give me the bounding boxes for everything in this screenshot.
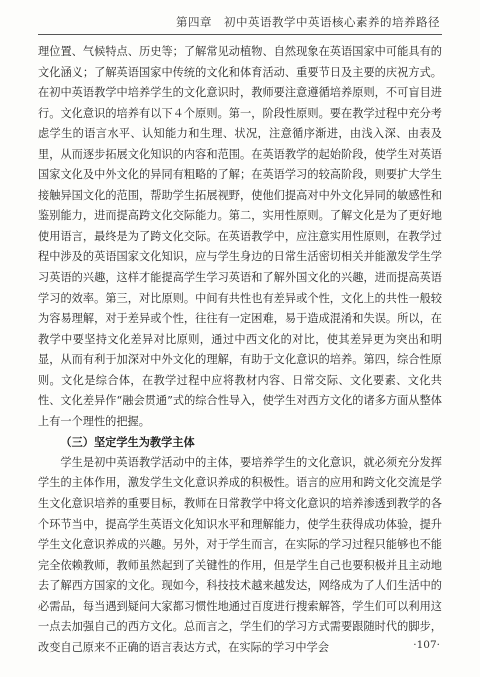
page-number: ·107· (413, 639, 440, 651)
header-rule (38, 34, 442, 35)
body-text (38, 42, 442, 658)
running-head: 第四章 初中英语教学中英语核心素养的培养路径 (176, 15, 440, 29)
paragraph-continued: 理位置、气候特点、历史等；了解常见动植物、自然现象在英语国家中可能具有的文化涵义；了解英语国家中传统的文化和体育活动、重要节日及主要的庆祝方式。在初中英语教学中培养学生的文化意识时，教师要注意遵循培养原则，不可盲目进行。文化意识的培养有以下４个原则。第一，阶段性原则。要在教学过程中充分考虑学生的语言水平、认知能力和生理、状况，注意循序渐进，由浅入深、由表及里，从而逐步拓展文化知识的内容和范围。在英语教学的起始阶段，使学生对英语国家文化及中外文化的异同有粗略的了解；在英语学习的较高阶段，则要扩大学生接触异国文化的范围，帮助学生拓展视野，使他们提高对中外文化异同的敏感性和鉴别能力，进而提高跨文化交际能力。第二，实用性原则。了解文化是为了更好地使用语言，最终是为了跨文化交际。在英语教学中，应注意实用性原则，在教学过程中涉及的英语国家文化知识，应与学生身边的日常生活密切相关并能激发学生学习英语的兴趣，这样才能提高学生学习英语和了解外国文化的兴趣，进而提高英语学习的效率。第三，对比原则。中间有共性也有差异或个性，文化上的共性一般较为容易理解，对于差异或个性，往往有一定困难，易于造成混淆和失误。所以，在教学中要坚持文化差异对比原则，通过中西文化的对比，使其差异更为突出和明显，从而有利于加深对中外文化的理解，有助于文化意识的培养。第四，综合性原则。文化是综合体，在教学过程中应将教材内容、日常交际、文化要素、文化共性、文化差异作“融会贯通”式的综合性导入，使学生对西方文化的诸多方面从整体上有一个理性的把握。 (38, 45, 442, 428)
paragraph: 学生是初中英语教学活动中的主体，要培养学生的文化意识，就必须充分发挥学生的主体作用，激发学生文化意识养成的积极性。语言的应用和跨文化交流是学生文化意识培养的重要目标，教师在日常教学中将文化意识的培养渗透到教学的各个环节当中，提高学生英语文化知识水平和理解能力，使学生获得成功体验，提升学生文化意识养成的兴趣。另外，对于学生而言，在实际的学习过程只能够也不能完全依赖教师，教师虽然起到了关键性的作用，但是学生自己也要积极并且主动地去了解西方国家的文化。现如今，科技技术越来越发达，网络成为了人们生活中的必需品，每当遇到疑问大家都习惯性地通过百度进行搜索解答，学生们可以利用这一点去加强自己的西方文化。总而言之，学生们的学习方式需要跟随时代的脚步，改变自己原来不正确的语言表达方式，在实际的学习中学会 (38, 455, 442, 654)
section-heading: （三）坚定学生为教学主体 (60, 435, 195, 450)
